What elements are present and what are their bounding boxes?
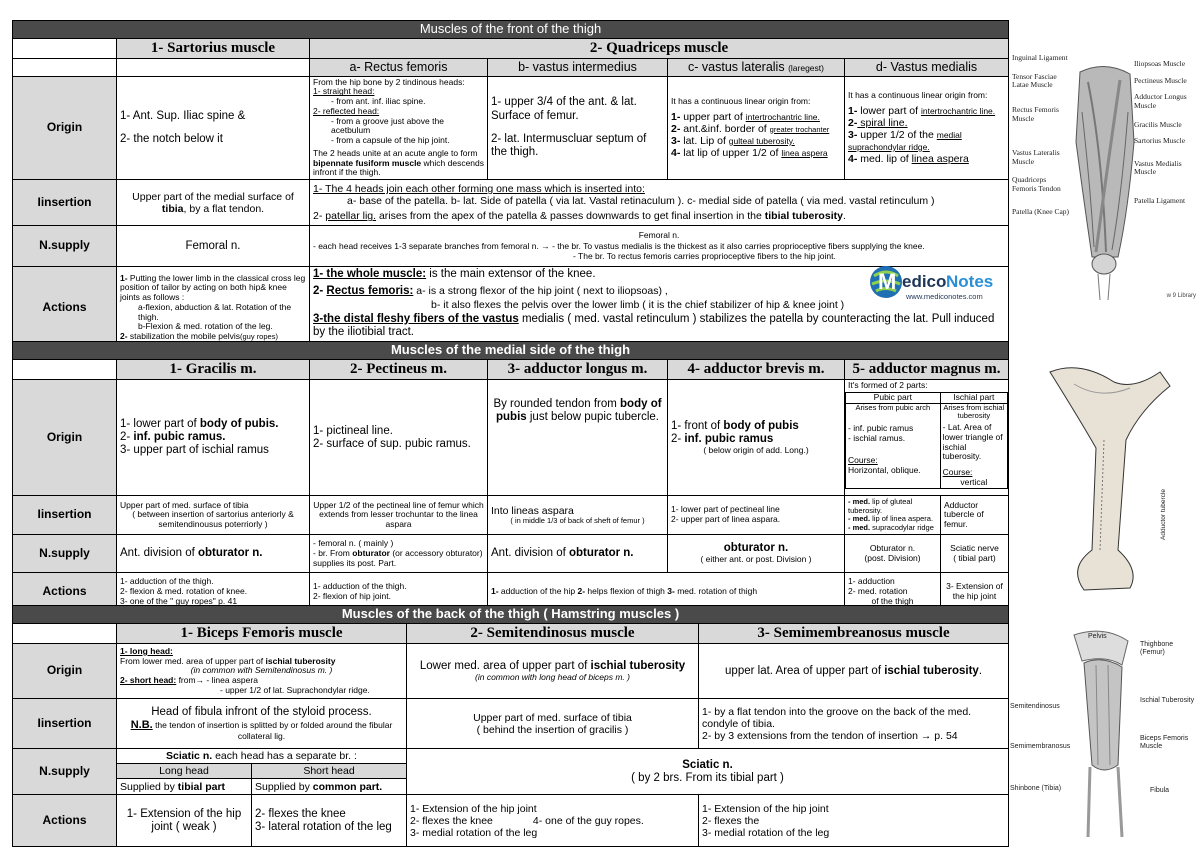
biceps-nerve-title: Sciatic n. each head has a separate br. : bbox=[117, 749, 407, 764]
medial-insertion-label: Iinsertion bbox=[13, 496, 117, 535]
semitendinosus-insertion: Upper part of med. surface of tibia ( behind the insertion of gracilis ) bbox=[407, 699, 699, 749]
adductor-longus-nerve: Ant. division of obturator n. bbox=[488, 535, 668, 573]
sartorius-actions: 1- Putting the lower limb in the classical cross leg position of tailor by acting on both hip& knee joints as follows : a-flexion, abduction & lat. Rotation of the thigh. b-Flexion & med. rotation of the leg. 2- stabilization the mobile pelvis(guy ropes) bbox=[117, 267, 310, 349]
magnus-pubic-origin: Arises from pubic arch - inf. pubic ramus - ischial ramus. Course: Horizontal, oblique. bbox=[846, 403, 941, 488]
vastus-lateralis-header: c- vastus lateralis (laregest) bbox=[668, 59, 845, 76]
adductor-longus-origin: By rounded tendon from body of pubis just below pupic tubercle. bbox=[488, 380, 668, 496]
pectineus-header: 2- Pectineus m. bbox=[310, 360, 488, 380]
back-thigh-table bbox=[12, 605, 1009, 847]
logo-globe-icon bbox=[866, 258, 1006, 308]
adductor-brevis-nerve: obturator n. ( either ant. or post. Division ) bbox=[668, 535, 845, 573]
magnus-ischial-insertion: Adductor tubercle of femur. bbox=[941, 496, 1009, 535]
short-head-nerve: Supplied by common part. bbox=[252, 779, 407, 795]
biceps-origin: 1- long head: From lower med. area of upper part of ischial tuberosity (in common with Semitendinosus m. ) 2- short head: from→ - linea aspera - upper 1/2 of lat. Suprachondylar ridge. bbox=[117, 644, 407, 699]
biceps-long-actions: 1- Extension of the hip joint ( weak ) bbox=[117, 795, 252, 847]
front-section-title: Muscles of the front of the thigh bbox=[13, 21, 1009, 39]
posterior-labels: Pelvis Thighbone (Femur) Semitendinosus Ischial Tuberosity Semimembranosus Biceps Femoris Muscle Shinbone (Tibia) Fibula bbox=[1010, 633, 1195, 794]
quadriceps-insertion: 1- The 4 heads join each other forming one mass which is inserted into: a- base of the patella. b- lat. Side of patella ( via lat. Vastal retinaculum ). c- medial side of patella ( via med. vastal retinculum ) 2- patellar lig. arises from the apex of the patella & passes downwards to get final insertion in the tibial tuberosity. bbox=[310, 180, 1009, 226]
sartorius-header: 1- Sartorius muscle bbox=[117, 38, 310, 58]
adductor-longus-header: 3- adductor longus m. bbox=[488, 360, 668, 380]
figure-credit: w 9 Library bbox=[1166, 293, 1196, 300]
long-head-nerve: Supplied by tibial part bbox=[117, 779, 252, 795]
biceps-header: 1- Biceps Femoris muscle bbox=[117, 624, 407, 644]
pectineus-insertion: Upper 1/2 of the pectineal line of femur which extends from lesser trochuntar to the linea aspara bbox=[310, 496, 488, 535]
svg-text:M: M bbox=[878, 269, 897, 294]
adductor-brevis-header: 4- adductor brevis m. bbox=[668, 360, 845, 380]
adductor-tubercle-label: Adductor tubercle bbox=[1160, 489, 1167, 540]
biceps-insertion: Head of fibula infront of the styloid process. N.B. the tendon of insertion is splitted by or folded around the fibular collateral lig. bbox=[117, 699, 407, 749]
svg-text:www.mediconotes.com: www.mediconotes.com bbox=[906, 292, 983, 301]
front-thigh-table bbox=[12, 20, 1009, 349]
anterior-thigh-figure bbox=[1010, 52, 1198, 302]
back-insertion-label: Iinsertion bbox=[13, 699, 117, 749]
quadriceps-actions: 1- the whole muscle: is the main extensor of the knee. 2- Rectus femoris: a- is a strong flexor of the hip joint ( next to iliopsoas) , b- it also flexes the pelvis over the lower limb ( it is the chief stabilizer of hip & knee joint ) 3-the distal fleshy fibers of the vastus medialis ( med. vastal retinculum ) stabilizes the patella by counteracting the lat. Pull induced by the iliotibial tract. bbox=[310, 267, 1009, 349]
magnus-ischial-actions: 3- Extension of the hip joint bbox=[941, 573, 1009, 611]
sartorius-insertion: Upper part of the medial surface of tibia, by a flat tendon. bbox=[117, 180, 310, 226]
actions-label: Actions bbox=[13, 267, 117, 349]
magnus-pubic-actions: 1- adduction 2- med. rotation of the thigh bbox=[845, 573, 941, 611]
anterior-right-labels: Iliopsoas Muscle Pectineus Muscle Adductor Longus Muscle Gracilis Muscle Sartorius Muscle Vastus Medialis Muscle Patella Ligament bbox=[1134, 59, 1187, 205]
mediconotes-logo bbox=[866, 258, 1006, 308]
svg-text:edico: edico bbox=[902, 272, 947, 291]
rectus-femoris-origin: From the hip bone by 2 tindinous heads: 1- straight head: - from ant. inf. iliac spine. 2- reflected head: - from a groove just above the acetbulum - from a capsule of the hip joint. The 2 heads unite at an acute angle to form bipennate fusiform muscle which descends infront if the thigh. bbox=[310, 76, 488, 180]
gracilis-nerve: Ant. division of obturator n. bbox=[117, 535, 310, 573]
medial-thigh-table bbox=[12, 341, 1009, 611]
back-actions-label: Actions bbox=[13, 795, 117, 847]
semimembranosus-header: 3- Semimembreanosus muscle bbox=[699, 624, 1009, 644]
magnus-ischial-origin: Arises from ischial tuberosity - Lat. Area of lower triangle of ischial tuberosity. Course: vertical bbox=[940, 403, 1007, 488]
medial-section-title: Muscles of the medial side of the thigh bbox=[13, 342, 1009, 360]
vastus-lateralis-origin: It has a continuous linear origin from: 1- upper part of intertrochantric line. 2- ant.&inf. border of greater trochanter 3- lat. Lip of gulteal tuberosity. 4- lat lip of upper 1/2 of linea aspera bbox=[668, 76, 845, 180]
femur-figure bbox=[1010, 360, 1198, 598]
svg-text:Notes: Notes bbox=[946, 272, 994, 291]
vastus-intermedius-header: b- vastus intermedius bbox=[488, 59, 668, 76]
magnus-pubic-insertion: - med. lip of gluteal tuberosity. - med. lip of linea aspera. - med. supracodylar ridge bbox=[845, 496, 941, 535]
gracilis-header: 1- Gracilis m. bbox=[117, 360, 310, 380]
semimembranosus-insertion: 1- by a flat tendon into the groove on the back of the med. condyle of tibia. 2- by 3 extensions from the tendon of insertion → p. 54 bbox=[699, 699, 1009, 749]
insertion-label: Iinsertion bbox=[13, 180, 117, 226]
adductor-longus-insertion: Into lineas aspara ( in middle 1/3 of back of sheft of femur ) bbox=[488, 496, 668, 535]
gracilis-insertion: Upper part of med. surface of tibia ( between insertion of sartorius anteriorly & semitendinousus poterriorly ) bbox=[117, 496, 310, 535]
medial-actions-label: Actions bbox=[13, 573, 117, 611]
adductor-brevis-insertion: 1- lower part of pectineal line 2- upper part of linea aspara. bbox=[668, 496, 845, 535]
rectus-femoris-header: a- Rectus femoris bbox=[310, 59, 488, 76]
medial-origin-label: Origin bbox=[13, 380, 117, 496]
magnus-pubic-nerve: Obturator n. (post. Division) bbox=[845, 535, 941, 573]
adductor-brevis-origin: 1- front of body of pubis 2- inf. pubic ramus ( below origin of add. Long.) bbox=[668, 380, 845, 496]
magnus-pubic-part-label: Pubic part bbox=[846, 393, 941, 404]
biceps-short-actions: 2- flexes the knee 3- lateral rotation of the leg bbox=[252, 795, 407, 847]
vastus-intermedius-origin: 1- upper 3/4 of the ant. & lat. Surface of femur. 2- lat. Intermuscluar septum of the thigh. bbox=[488, 76, 668, 180]
semitendinosus-actions: 1- Extension of the hip joint 2- flexes the knee 4- one of the guy ropes. 3- medial rotation of the leg bbox=[407, 795, 699, 847]
femur-bone-illustration bbox=[1010, 360, 1198, 598]
magnus-ischial-part-label: Ischial part bbox=[940, 393, 1007, 404]
nerve-supply-label: N.supply bbox=[13, 226, 117, 267]
anterior-left-labels: Inguinal Ligament Tensor Fasciae Latae Muscle Rectus Femoris Muscle Vastus Lateralis Muscle Quadriceps Femoris Tendon Patella (Knee Cap) bbox=[1012, 53, 1070, 216]
semi-muscles-nerve: Sciatic n. ( by 2 brs. From its tibial part ) bbox=[407, 749, 1009, 795]
sartorius-origin: 1- Ant. Sup. Iliac spine & 2- the notch below it bbox=[117, 76, 310, 180]
semitendinosus-origin: Lower med. area of upper part of ischial tuberosity (in common with long head of biceps m. ) bbox=[407, 644, 699, 699]
sartorius-nerve: Femoral n. bbox=[117, 226, 310, 267]
gracilis-actions: 1- adduction of the thigh. 2- flexion & med. rotation of knee. 3- one of the " guy ropes" p. 41 bbox=[117, 573, 310, 611]
pectineus-nerve: - femoral n. ( mainly ) - br. From obturator (or accessory obturator) supplies its post. Part. bbox=[310, 535, 488, 573]
pectineus-origin: 1- pictineal line. 2- surface of sup. pubic ramus. bbox=[310, 380, 488, 496]
semitendinosus-header: 2- Semitendinosus muscle bbox=[407, 624, 699, 644]
pectineus-actions: 1- adduction of the thigh. 2- flexion of hip joint. bbox=[310, 573, 488, 611]
back-nerve-label: N.supply bbox=[13, 749, 117, 795]
medial-nerve-label: N.supply bbox=[13, 535, 117, 573]
longus-brevis-actions: 1- adduction of the hip 2- helps flexion of thigh 3- med. rotation of thigh bbox=[488, 573, 845, 611]
semimembranosus-origin: upper lat. Area of upper part of ischial tuberosity. bbox=[699, 644, 1009, 699]
back-origin-label: Origin bbox=[13, 644, 117, 699]
origin-label: Origin bbox=[13, 76, 117, 180]
magnus-ischial-nerve: Sciatic nerve ( tibial part) bbox=[941, 535, 1009, 573]
quadriceps-nerve: Femoral n. - each head receives 1-3 separate branches from femoral n. → - the br. To vastus medialis is the thickest as it also carries proprioceptive fibers supplying the knee. - The br. To rectus femoris carries proprioceptive fibers to the hip joint. bbox=[310, 226, 1009, 267]
short-head-label: Short head bbox=[252, 764, 407, 779]
posterior-thigh-figure bbox=[1010, 625, 1198, 845]
semimembranosus-actions: 1- Extension of the hip joint 2- flexes the 3- medial rotation of the leg bbox=[699, 795, 1009, 847]
gracilis-origin: 1- lower part of body of pubis. 2- inf. pubic ramus. 3- upper part of ischial ramus bbox=[117, 380, 310, 496]
long-head-label: Long head bbox=[117, 764, 252, 779]
quadriceps-header: 2- Quadriceps muscle bbox=[310, 38, 1009, 58]
vastus-medialis-header: d- Vastus medialis bbox=[845, 59, 1009, 76]
adductor-magnus-header: 5- adductor magnus m. bbox=[845, 360, 1009, 380]
adductor-magnus-origin: It's formed of 2 parts: Pubic part Ischial part Arises from pubic arch - inf. pubic ramus - ischial ramus. Course: Horizontal, oblique. Arises from ischial tuberosity - Lat. Area of lower triangle of ischial tuberosity. Course: vertical bbox=[845, 380, 1009, 496]
back-section-title: Muscles of the back of the thigh ( Hamstring muscles ) bbox=[13, 606, 1009, 624]
vastus-medialis-origin: It has a continuous linear origin from: 1- lower part of intertrochantric line. 2- spiral line. 3- upper 1/2 of the medial suprachondylar ridge. 4- med. lip of linea aspera bbox=[845, 76, 1009, 180]
